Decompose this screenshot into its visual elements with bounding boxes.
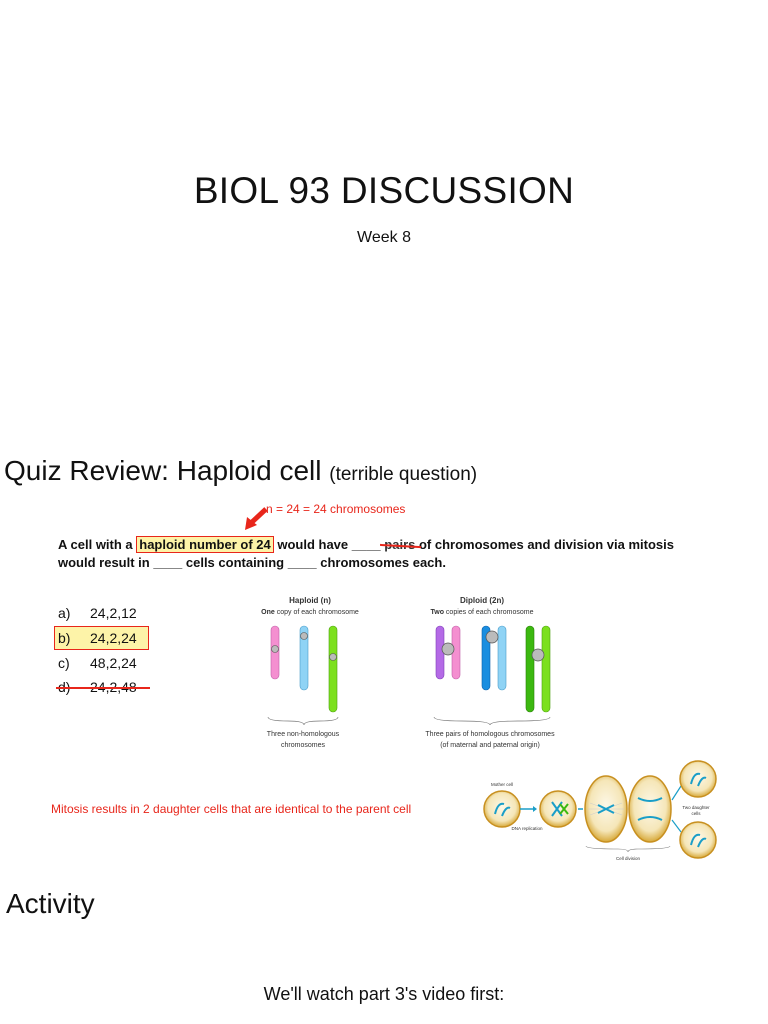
option-letter: d) <box>58 679 71 695</box>
question-line-1 <box>58 537 674 552</box>
chromosome-green <box>329 626 337 712</box>
diploid-brace <box>434 717 550 725</box>
haploid-caption <box>261 609 359 616</box>
option-letter: a) <box>58 605 71 621</box>
option-d-strikethrough <box>56 687 150 689</box>
quiz-heading-note: (terrible question) <box>329 464 478 485</box>
question-line-2: would result in ____ cells containing ____ chromosomes each. <box>58 555 446 570</box>
chromosome-darkgreen <box>526 626 534 712</box>
option-value: 24,2,12 <box>90 605 137 621</box>
haploid-brace <box>268 717 338 725</box>
dividing-cell-2 <box>629 776 671 842</box>
diploid-footer-2: (of maternal and paternal origin) <box>440 742 540 749</box>
option-c <box>58 655 137 671</box>
option-value: 48,2,24 <box>90 655 137 671</box>
centromere <box>442 643 454 655</box>
mother-cell-label: Mother cell <box>490 782 514 787</box>
diploid-caption-rest: copies of each chromosome <box>443 609 534 616</box>
diploid-caption <box>431 609 534 616</box>
haploid-footer-1: Three non-homologous <box>266 731 340 738</box>
question-highlight: haploid number of 24 <box>136 536 273 553</box>
option-letter: c) <box>58 655 70 671</box>
activity-heading: Activity <box>6 888 95 919</box>
question-part3: of chromosomes and division via mitosis <box>415 537 674 552</box>
daughter-cell-1 <box>680 761 716 797</box>
centromere <box>330 654 337 661</box>
slide-subtitle: Week 8 <box>357 229 411 246</box>
mitosis-figure <box>478 758 724 868</box>
centromere <box>301 633 308 640</box>
process-arrow-head <box>533 806 537 812</box>
haploid-figure <box>240 593 380 758</box>
diploid-figure <box>412 593 562 758</box>
option-letter: b) <box>58 630 71 646</box>
question-part2: would have ____ <box>273 537 385 552</box>
haploid-caption-bold: One <box>261 609 275 616</box>
diploid-title: Diploid (2n) <box>460 596 504 605</box>
red-arrow-icon <box>244 507 268 531</box>
diploid-footer-1: Three pairs of homologous chromosomes <box>425 731 555 738</box>
option-a <box>58 605 137 621</box>
mother-cell <box>484 791 520 827</box>
option-b <box>58 630 137 646</box>
haploid-title: Haploid (n) <box>289 596 331 605</box>
mitosis-note: Mitosis results in 2 daughter cells that are identical to the parent cell <box>51 802 412 816</box>
slide-title: BIOL 93 DISCUSSION <box>193 170 575 211</box>
dna-replication-label: DNA replication <box>511 826 543 831</box>
diploid-caption-bold: Two <box>430 609 444 616</box>
cell-division-brace <box>586 846 670 852</box>
daughter-arrow-top <box>672 786 681 800</box>
activity-text: We'll watch part 3's video first: <box>263 984 505 1004</box>
chromosome-green <box>542 626 550 712</box>
cell-division-label: Cell division <box>615 856 641 861</box>
haploid-footer-2: chromosomes <box>281 742 325 749</box>
centromere <box>272 646 279 653</box>
centromere <box>486 631 498 643</box>
daughter-arrow-bottom <box>672 820 681 832</box>
option-value: 24,2,24 <box>90 630 137 646</box>
daughter-label-2: cells <box>691 811 701 816</box>
centromere <box>532 649 544 661</box>
quiz-heading <box>4 455 477 487</box>
daughter-label-1: Two daughter <box>682 805 710 810</box>
haploid-annotation: n = 24 = 24 chromosomes <box>266 502 406 516</box>
chromosome-lightblue <box>498 626 506 690</box>
question-struck-word: pairs <box>384 537 416 552</box>
question-part1: A cell with a <box>58 537 137 552</box>
quiz-heading-main: Quiz Review: Haploid cell <box>4 455 322 486</box>
daughter-cell-2 <box>680 822 716 858</box>
haploid-caption-rest: copy of each chromosome <box>274 609 359 616</box>
option-value: 24,2,48 <box>90 679 137 695</box>
